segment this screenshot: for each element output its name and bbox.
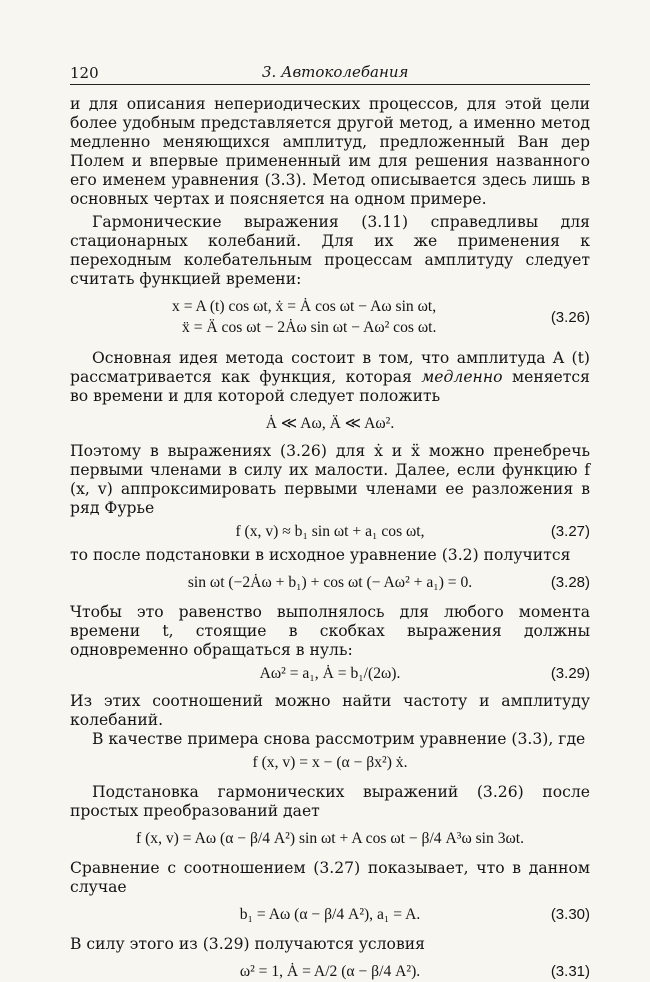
- paragraph-1: и для описания непериодических процессов, для этой цели более удобным представляется другой метод, а именно метод медленно меняющихся амплитуд, предложенный Ван дер Полем и впервые примененный им для решения названного его именем уравнения (3.3). Метод описывается здесь лишь в основных чертах и поясняется на одном примере.: [70, 95, 590, 208]
- page-number: 120: [70, 64, 99, 82]
- paragraph-4: Поэтому в выражениях (3.26) для ẋ и ẍ можно пренебречь первыми членами в силу их малости. Далее, если функцию f (x, v) аппроксимировать первыми членами ее разложения в ряд Фурье: [70, 442, 590, 517]
- equation-3-31-text: ω² = 1, Ȧ = A/2 (α − β/4 A²).: [239, 963, 421, 980]
- running-title: 3. Автоколебания: [262, 63, 409, 81]
- book-page: [70, 62, 590, 982]
- equation-substitution: [70, 829, 590, 849]
- equation-number: (3.31): [550, 963, 590, 980]
- paragraph-2: Гармонические выражения (3.11) справедливы для стационарных колебаний. Для их же применения к переходным колебательным процессам амплитуду следует считать функцией времени:: [70, 213, 590, 288]
- paragraph-3-end: меняется во времени и для которой следует положить: [70, 368, 590, 405]
- equation-3-28-text: sin ωt (−2Ȧω + b₁) + cos ωt (− Aω² + a₁) = 0.: [187, 574, 473, 591]
- paragraph-7: Из этих соотношений можно найти частоту и амплитуду колебаний.: [70, 692, 590, 729]
- equation-3-29-text: Aω² = a₁, Ȧ = b₁/(2ω).: [259, 665, 401, 682]
- equation-3-29: [70, 664, 590, 684]
- equation-3-27-text: f (x, v) ≈ b₁ sin ωt + a₁ cos ωt,: [235, 523, 425, 540]
- equation-number: (3.27): [550, 523, 590, 540]
- equation-3-26: [70, 297, 590, 339]
- inequality-text: Ȧ ≪ Aω, Ä ≪ Aω².: [265, 415, 395, 432]
- paragraph-3: [70, 349, 590, 406]
- equation-3-27: [70, 522, 590, 542]
- equation-3-30-text: b₁ = Aω (α − β/4 A²), a₁ = A.: [239, 906, 421, 923]
- equation-number: (3.28): [550, 574, 590, 591]
- emphasis-slowly: медленно: [421, 368, 503, 386]
- paragraph-9: Подстановка гармонических выражений (3.26) после простых преобразований дает: [70, 783, 590, 820]
- paragraph-5: то после подстановки в исходное уравнение (3.2) получится: [70, 546, 571, 564]
- equation-number: (3.26): [550, 309, 590, 326]
- equation-number: (3.29): [550, 665, 590, 682]
- equation-3-31: [70, 962, 590, 982]
- inequality: [70, 414, 590, 434]
- paragraph-10: Сравнение с соотношением (3.27) показывает, что в данном случае: [70, 859, 590, 896]
- equation-3-30: [70, 905, 590, 925]
- paragraph-8: В качестве примера снова рассмотрим уравнение (3.3), где: [92, 730, 586, 748]
- paragraph-11: В силу этого из (3.29) получаются условия: [70, 935, 425, 953]
- equation-3-28: [70, 573, 590, 593]
- equation-3-26-line-2: ẍ = Ä cos ωt − 2Ȧω sin ωt − Aω² cos ωt.: [182, 319, 437, 336]
- page-header: [70, 62, 590, 85]
- equation-f: [70, 753, 590, 773]
- equation-f-text: f (x, v) = x − (α − βx²) ẋ.: [252, 754, 408, 771]
- equation-number: (3.30): [550, 906, 590, 923]
- paragraph-3-start: Основная идея метода состоит в том, что амплитуда A (t) рассматривается как функция, которая: [70, 349, 590, 386]
- paragraph-6: Чтобы это равенство выполнялось для любого момента времени t, стоящие в скобках выражения должны одновременно обращаться в нуль:: [70, 603, 590, 659]
- equation-substitution-text: f (x, v) = Aω (α − β/4 A²) sin ωt + A cos ωt − β/4 A³ω sin 3ωt.: [135, 830, 524, 847]
- equation-3-26-line-1: x = A (t) cos ωt, ẋ = Ȧ cos ωt − Aω sin ωt,: [172, 298, 437, 315]
